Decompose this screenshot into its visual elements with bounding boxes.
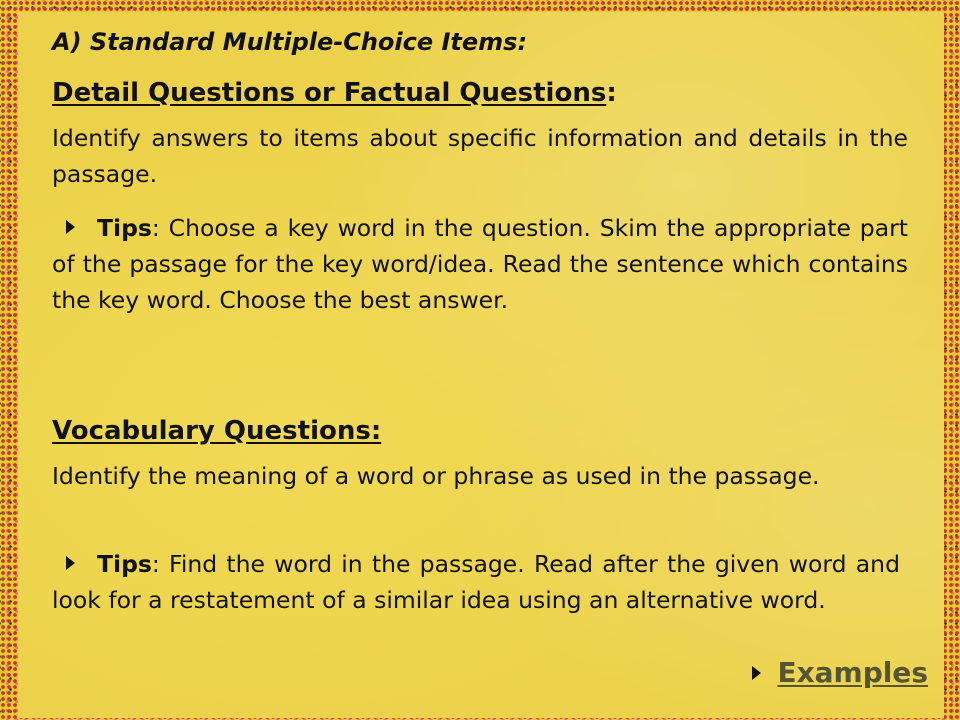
bullet-arrow-icon [66, 556, 75, 570]
examples-link[interactable] [752, 656, 928, 689]
detail-heading-text: Detail Questions or Factual Questions [52, 78, 607, 108]
vocabulary-questions-description: Identify the meaning of a word or phrase as used in the passage. [52, 462, 820, 490]
vocabulary-questions-heading: Vocabulary Questions: [52, 416, 382, 446]
detail-questions-heading [52, 78, 617, 108]
tip-label: Tips [97, 214, 152, 242]
vocabulary-questions-tip [52, 546, 900, 618]
detail-questions-tip [52, 210, 908, 318]
tip-text: : Choose a key word in the question. Skim the appropriate part of the passage for the key word/idea. Read the sentence which contains the key word. Choose the best answer. [52, 214, 908, 314]
bullet-arrow-icon [752, 666, 761, 680]
heading-colon: : [606, 78, 617, 108]
slide-title: A) Standard Multiple-Choice Items: [52, 28, 528, 56]
tip-text: : Find the word in the passage. Read after the given word and look for a restatement of a similar idea using an alternative word. [52, 550, 900, 614]
bullet-arrow-icon [66, 220, 75, 234]
tip-label: Tips [97, 550, 152, 578]
examples-link-text[interactable]: Examples [777, 656, 928, 689]
detail-questions-description: Identify answers to items about specific information and details in the passage. [52, 124, 908, 188]
